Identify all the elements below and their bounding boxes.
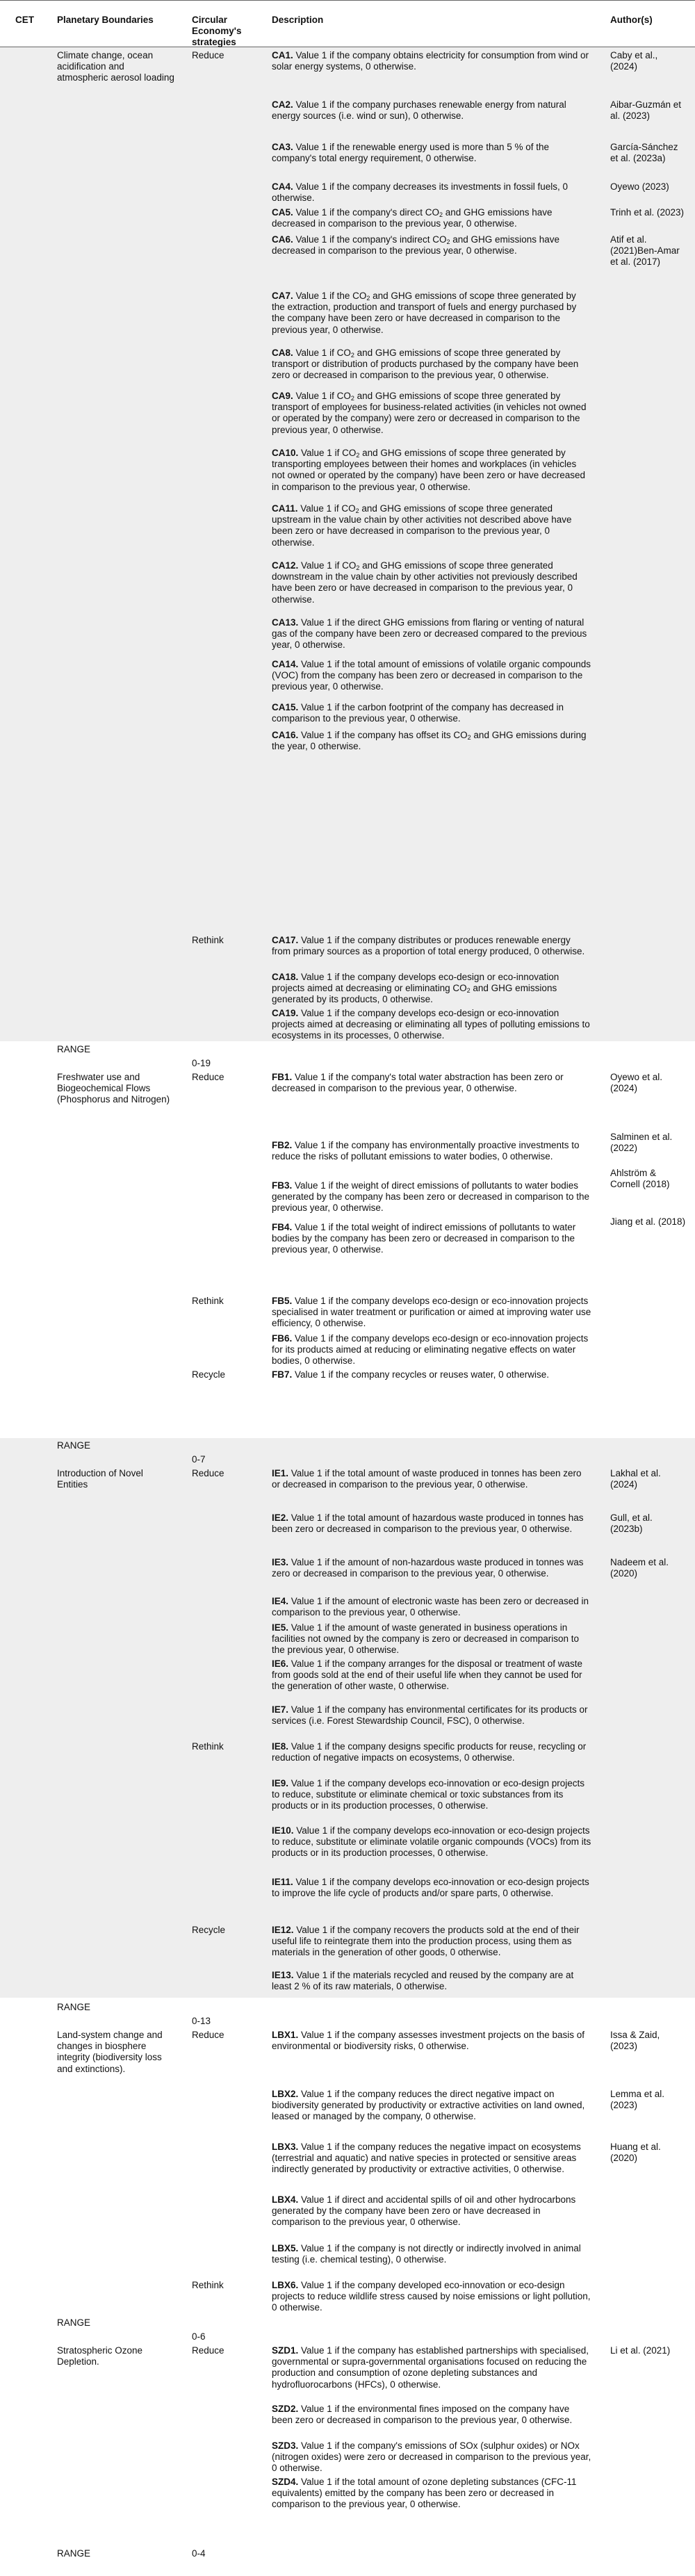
desc-ca17: CA17. Value 1 if the company distributes or produces renewable energy from primary sources as a proportion of total energy produced, 0 otherwise.	[272, 935, 585, 957]
desc-ca16: CA16. Value 1 if the company has offset its $CO_2$ and GHG emissions during the year, 0 otherwise.	[272, 730, 587, 752]
desc-ie6: IE6. Value 1 if the company arranges for the disposal or treatment of waste from goods sold at the end of their useful life when they cannot be used for the generation of other waste, 0 otherwise.	[272, 1658, 583, 1692]
desc-ca13: CA13. Value 1 if the direct GHG emissions from flaring or venting of natural gas of the company have been zero or decreased compared to the previous year, 0 otherwise.	[272, 617, 587, 651]
desc-ie12: IE12. Value 1 if the company recovers the products sold at the end of their useful life to reintegrate them into the production process, using them as materials in the generation of other goods, 0 otherwise.	[272, 1925, 580, 1958]
desc-ie13: IE13. Value 1 if the materials recycled and reused by the company are at least 2 % of its raw materials, 0 otherwise.	[272, 1970, 574, 1992]
strategy-reduce: Reduce	[192, 1468, 224, 1478]
author-szd1: Li et al. (2021)	[610, 2345, 671, 2356]
pb-land-system: Land-system change and changes in biosphere integrity (biodiversity loss and extinctions).	[57, 2030, 163, 2074]
strategy-reduce: Reduce	[192, 2030, 224, 2040]
author-ca4: Oyewo (2023)	[610, 181, 669, 192]
range-label: RANGE	[57, 2317, 91, 2328]
range-label: RANGE	[57, 1044, 91, 1054]
desc-ca15: CA15. Value 1 if the carbon footprint of the company has decreased in comparison to the previous year, 0 otherwise.	[272, 702, 564, 724]
desc-szd1: SZD1. Value 1 if the company has established partnerships with specialised, governmental or supra-governmental organisations focused on reducing the production and consumption of ozone depleting substances and hydrofluorocarbons (HFCs), 0 otherwise.	[272, 2345, 589, 2390]
desc-ca2: CA2. Value 1 if the company purchases renewable energy from natural energy sources (i.e. wind or sun), 0 otherwise.	[272, 99, 566, 122]
range-value: 0-19	[192, 1058, 211, 1068]
desc-ie1: IE1. Value 1 if the total amount of waste produced in tonnes has been zero or decreased in comparison to the previous year, 0 otherwise.	[272, 1468, 582, 1490]
desc-ca19: CA19. Value 1 if the company develops eco-design or eco-innovation projects aimed at decreasing or eliminating all types of polluting emissions to ecosystems in its processes, 0 otherwise.	[272, 1008, 590, 1041]
desc-fb2: FB2. Value 1 if the company has environmentally proactive investments to reduce the risks of pollutant emissions to water bodies, 0 otherwise.	[272, 1140, 580, 1162]
range-label: RANGE	[57, 1440, 91, 1451]
strategy-rethink: Rethink	[192, 2280, 224, 2290]
desc-ca3: CA3. Value 1 if the renewable energy used is more than 5 % of the company's total energy requirement, 0 otherwise.	[272, 142, 550, 164]
desc-fb7: FB7. Value 1 if the company recycles or reuses water, 0 otherwise.	[272, 1369, 549, 1380]
range-value: 0-6	[192, 2331, 206, 2342]
desc-ca14: CA14. Value 1 if the total amount of emissions of volatile organic compounds (VOC) from the company has been zero or decreased in comparison to the previous year, 0 otherwise.	[272, 659, 591, 692]
desc-fb1: FB1. Value 1 if the company's total water abstraction has been zero or decreased in comparison to the previous year, 0 otherwise.	[272, 1072, 564, 1094]
strategy-rethink: Rethink	[192, 1741, 224, 1752]
author-fb2: Salminen et al. (2022)	[610, 1132, 673, 1154]
desc-fb6: FB6. Value 1 if the company develops eco-design or eco-innovation projects for its products aimed at reducing or eliminating negative effects on water bodies, 0 otherwise.	[272, 1333, 589, 1367]
strategy-recycle: Recycle	[192, 1925, 226, 1935]
strategy-reduce: Reduce	[192, 2345, 224, 2356]
header-ce-strategies: Circular Economy's strategies	[192, 15, 242, 47]
desc-fb5: FB5. Value 1 if the company develops eco-design or eco-innovation projects specialised in water treatment or purification or aimed at improving water use efficiency, 0 otherwise.	[272, 1296, 591, 1329]
strategy-recycle: Recycle	[192, 1369, 226, 1380]
strategy-reduce: Reduce	[192, 50, 224, 60]
desc-ca7: CA7. Value 1 if the $CO_2$ and GHG emissions of scope three generated by the extraction, production and transport of fuels and energy purchased by the company have been zero or have decreased in comparison to the previous year, 0 otherwise.	[272, 291, 577, 335]
desc-ca4: CA4. Value 1 if the company decreases its investments in fossil fuels, 0 otherwise.	[272, 181, 568, 204]
desc-lbx3: LBX3. Value 1 if the company reduces the negative impact on ecosystems (terrestrial and aquatic) and native species in protected or sensitive areas indirectly generated by productivity or extractive activities, 0 otherwise.	[272, 2142, 581, 2175]
author-lbx1: Issa & Zaid, (2023)	[610, 2030, 660, 2052]
author-fb1: Oyewo et al. (2024)	[610, 1072, 663, 1094]
desc-ie4: IE4. Value 1 if the amount of electronic waste has been zero or decreased in comparison to the previous year, 0 otherwise.	[272, 1596, 589, 1618]
author-ie3: Nadeem et al. (2020)	[610, 1557, 669, 1579]
desc-ie10: IE10. Value 1 if the company develops eco-innovation or eco-design projects to reduce, substitute or eliminate volatile organic compounds (VOCs) from its products or in its production processes, 0 otherwise.	[272, 1825, 591, 1859]
strategy-rethink: Rethink	[192, 935, 224, 945]
desc-szd2: SZD2. Value 1 if the environmental fines imposed on the company have been zero or decreased in comparison to the previous year, 0 otherwise.	[272, 2404, 573, 2426]
desc-ca12: CA12. Value 1 if $CO_2$ and GHG emissions of scope three generated downstream in the value chain by other activities not previously described have been zero or have decreased in comparison to the previous year, 0 otherwise.	[272, 560, 578, 605]
header-planetary-boundaries: Planetary Boundaries	[57, 15, 154, 25]
author-ie2: Gull, et al. (2023b)	[610, 1513, 653, 1535]
desc-lbx5: LBX5. Value 1 if the company is not directly or indirectly involved in animal testing (i.e. chemical testing), 0 otherwise.	[272, 2243, 581, 2265]
strategy-reduce: Reduce	[192, 1072, 224, 1082]
desc-ie9: IE9. Value 1 if the company develops eco-innovation or eco-design projects to reduce, substitute or eliminate chemical or toxic substances from its products or in its production processes, 0 otherwise.	[272, 1778, 585, 1811]
desc-lbx6: LBX6. Value 1 if the company developed eco-innovation or eco-design projects to reduce wildlife stress caused by noise emissions or light pollution, 0 otherwise.	[272, 2280, 591, 2313]
desc-szd4: SZD4. Value 1 if the total amount of ozone depleting substances (CFC-11 equivalents) emitted by the company has been zero or decreased in comparison to the previous year, 0 otherwise.	[272, 2477, 577, 2510]
author-ca2: Aibar-Guzmán et al. (2023)	[610, 99, 682, 122]
author-lbx3: Huang et al. (2020)	[610, 2142, 661, 2164]
author-ca6: Atif et al. (2021)Ben-Amar et al. (2017)	[610, 234, 680, 268]
header-cet: CET	[15, 15, 34, 25]
author-fb3: Ahlström & Cornell (2018)	[610, 1168, 670, 1190]
desc-lbx1: LBX1. Value 1 if the company assesses investment projects on the basis of environmental or biodiversity risks, 0 otherwise.	[272, 2030, 584, 2052]
desc-ie8: IE8. Value 1 if the company designs specific products for reuse, recycling or reduction of negative impacts on ecosystems, 0 otherwise.	[272, 1741, 587, 1763]
range-value: 0-7	[192, 1454, 206, 1465]
desc-ca18: CA18. Value 1 if the company develops eco-design or eco-innovation projects aimed at decreasing or eliminating $CO_2$ and GHG emissions generated by its products, 0 otherwise.	[272, 972, 559, 1005]
desc-lbx4: LBX4. Value 1 if direct and accidental spills of oil and other hydrocarbons generated by the company have been zero or have decreased in comparison to the previous year, 0 otherwise.	[272, 2194, 576, 2228]
desc-ca1: CA1. Value 1 if the company obtains electricity for consumption from wind or solar energy systems, 0 otherwise.	[272, 50, 589, 72]
range-value: 0-4	[192, 2548, 206, 2559]
range-label: RANGE	[57, 2002, 91, 2012]
desc-ca5: CA5. Value 1 if the company's direct $CO_2$ and GHG emissions have decreased in comparison to the previous year, 0 otherwise.	[272, 207, 553, 229]
range-label: RANGE	[57, 2548, 91, 2559]
desc-ca9: CA9. Value 1 if $CO_2$ and GHG emissions of scope three generated by transport of employees for business-related activities (in vehicles not owned or operated by the company) were zero or decreased in comparison to the previous year, 0 otherwise.	[272, 391, 587, 435]
desc-ca6: CA6. Value 1 if the company's indirect $CO_2$ and GHG emissions have decreased in comparison to the previous year, 0 otherwise.	[272, 234, 560, 256]
pb-novel-entities: Introduction of Novel Entities	[57, 1468, 143, 1490]
desc-ie2: IE2. Value 1 if the total amount of hazardous waste produced in tonnes has been zero or decreased in comparison to the previous year, 0 otherwise.	[272, 1513, 584, 1535]
author-ca3: García-Sánchez et al. (2023a)	[610, 142, 678, 164]
desc-ca11: CA11. Value 1 if $CO_2$ and GHG emissions of scope three generated upstream in the value chain by other activities not described above have been zero or have decreased in comparison to the previous year, 0 otherwise.	[272, 503, 572, 548]
author-ca5: Trinh et al. (2023)	[610, 207, 685, 218]
author-lbx2: Lemma et al. (2023)	[610, 2089, 665, 2111]
pb-ozone-depletion: Stratospheric Ozone Depletion.	[57, 2345, 143, 2367]
pb-climate-change: Climate change, ocean acidification and atmospheric aerosol loading	[57, 50, 174, 83]
desc-lbx2: LBX2. Value 1 if the company reduces the direct negative impact on biodiversity generated by productivity or extractive activities on land owned, leased or managed by the company, 0 otherwise.	[272, 2089, 585, 2122]
pb-freshwater: Freshwater use and Biogeochemical Flows (Phosphorus and Nitrogen)	[57, 1072, 170, 1105]
author-ca1: Caby et al., (2024)	[610, 50, 658, 72]
range-value: 0-13	[192, 2016, 211, 2026]
author-ie1: Lakhal et al. (2024)	[610, 1468, 661, 1490]
desc-ie11: IE11. Value 1 if the company develops eco-innovation or eco-design projects to improve the life cycle of products and/or spare parts, 0 otherwise.	[272, 1877, 589, 1899]
desc-ie5: IE5. Value 1 if the amount of waste generated in business operations in facilities not owned by the company is zero or decreased in comparison to the previous year, 0 otherwise.	[272, 1622, 579, 1656]
desc-fb3: FB3. Value 1 if the weight of direct emissions of pollutants to water bodies generated by the company has been zero or decreased in comparison to the previous year, 0 otherwise.	[272, 1180, 590, 1214]
desc-fb4: FB4. Value 1 if the total weight of indirect emissions of pollutants to water bodies by the company has been zero or decreased in comparison to the previous year, 0 otherwise.	[272, 1222, 576, 1255]
header-authors: Author(s)	[610, 15, 653, 25]
author-fb4: Jiang et al. (2018)	[610, 1216, 686, 1227]
desc-ca8: CA8. Value 1 if $CO_2$ and GHG emissions of scope three generated by transport or distribution of products purchased by the company have been zero or decreased in comparison to the previous year, 0 otherwise.	[272, 348, 579, 381]
desc-ca10: CA10. Value 1 if $CO_2$ and GHG emissions of scope three generated by transporting employees between their homes and workplaces (in vehicles not owned or operated by the company) have been zero or have decreased in comparison to the previous year, 0 otherwise.	[272, 448, 586, 492]
desc-ie3: IE3. Value 1 if the amount of non-hazardous waste produced in tonnes was zero or decreased in comparison to the previous year, 0 otherwise.	[272, 1557, 584, 1579]
desc-ie7: IE7. Value 1 if the company has environmental certificates for its products or services (i.e. Forest Stewardship Council, FSC), 0 otherwise.	[272, 1704, 588, 1727]
desc-szd3: SZD3. Value 1 if the company's emissions of SOx (sulphur oxides) or NOx (nitrogen oxides) were zero or decreased in comparison to the previous year, 0 otherwise.	[272, 2440, 591, 2474]
table-header	[0, 0, 695, 47]
header-description: Description	[272, 15, 324, 25]
strategy-rethink: Rethink	[192, 1296, 224, 1306]
